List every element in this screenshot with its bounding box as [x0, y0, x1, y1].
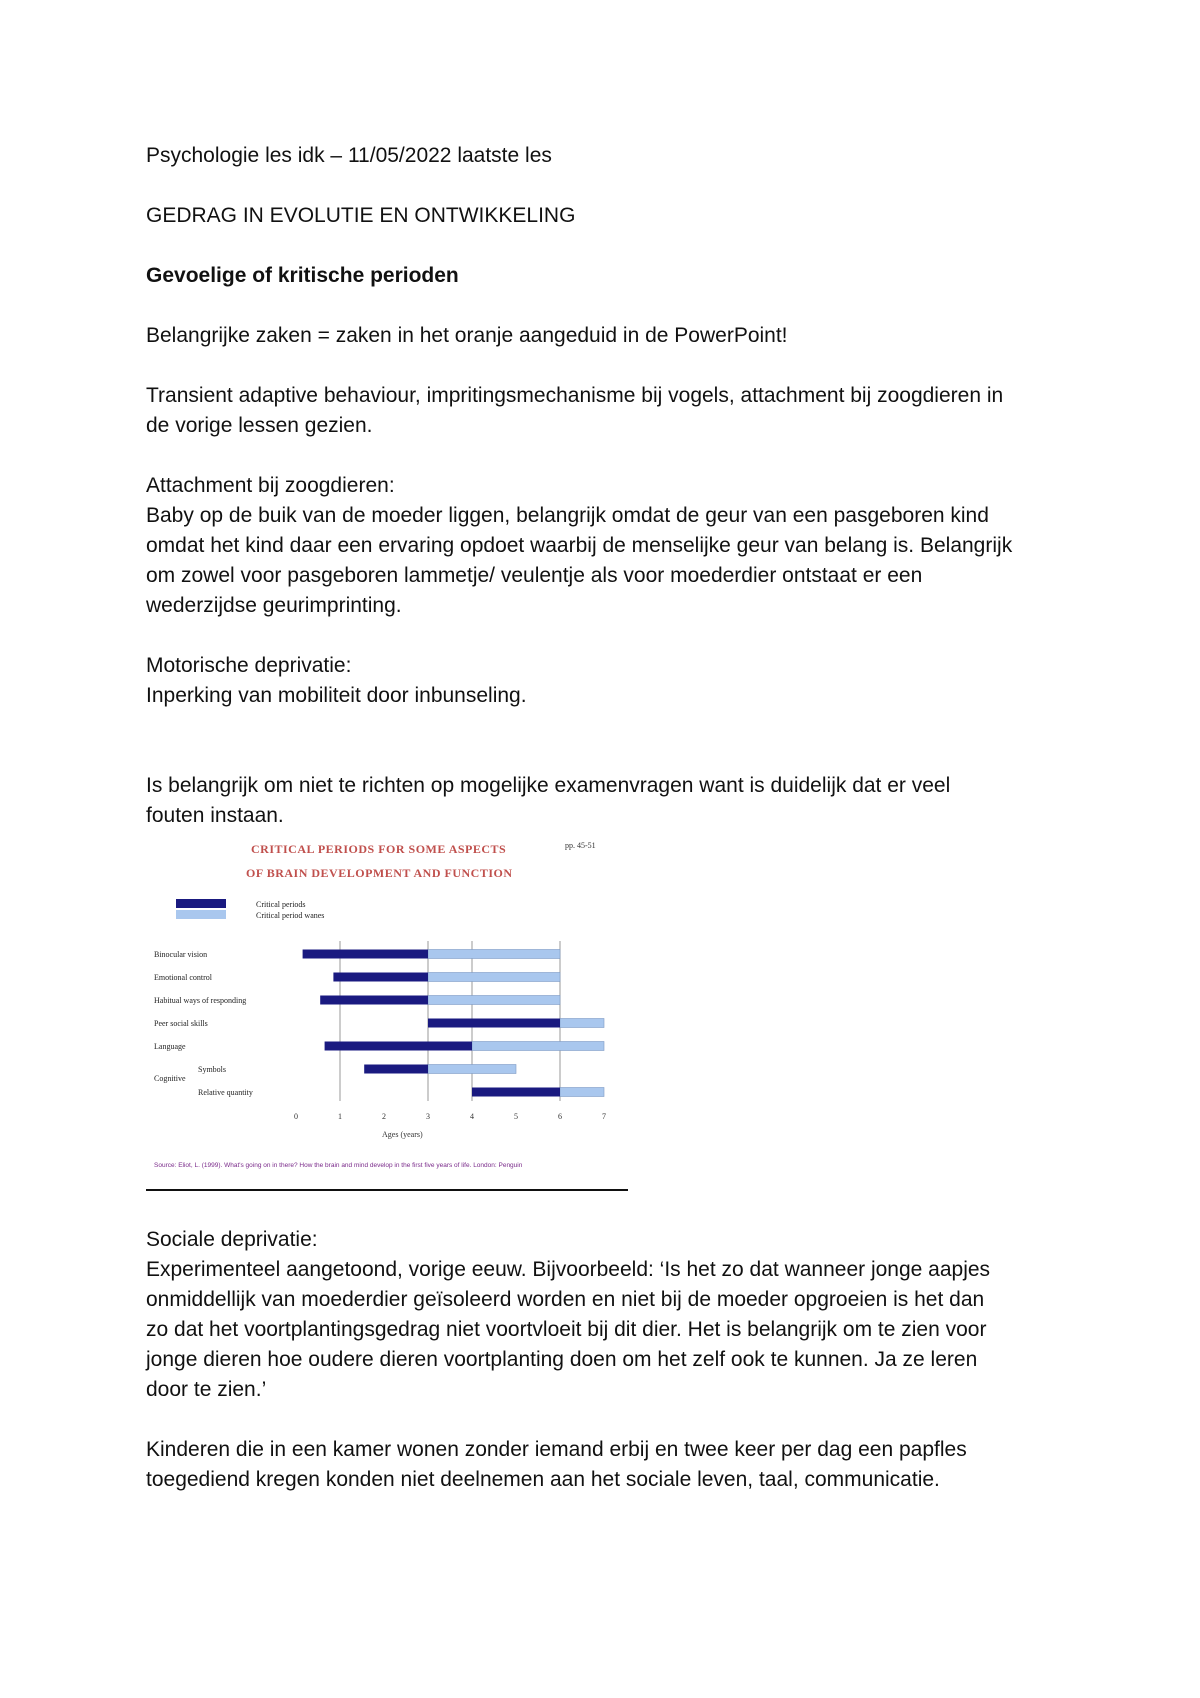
- row-label: Symbols: [198, 1065, 227, 1074]
- important-note: Belangrijke zaken = zaken in het oranje aangeduid in de PowerPoint!: [146, 324, 788, 347]
- row-label: Habitual ways of responding: [154, 996, 247, 1005]
- attachment-paragraph: [146, 471, 1076, 621]
- motor-heading: Motorische deprivatie:: [146, 654, 352, 677]
- text-line: onmiddellijk van moederdier geïsoleerd worden en niet bij de moeder opgroeien is het dan: [146, 1288, 985, 1311]
- text-line: Inperking van mobiliteit door inbunseling.: [146, 684, 527, 707]
- text-line: om zowel voor pasgeboren lammetje/ veulentje als voor moederdier ontstaat er een: [146, 564, 923, 587]
- row-label: Peer social skills: [154, 1019, 208, 1028]
- text-line: wederzijdse geurimprinting.: [146, 594, 402, 617]
- wanes-bar: [560, 1088, 604, 1097]
- wanes-bar: [428, 1065, 516, 1074]
- text-line: Is belangrijk om niet te richten op mogelijke examenvragen want is duidelijk dat er veel: [146, 774, 951, 797]
- wanes-bar: [428, 996, 560, 1005]
- text-line: toegediend kregen konden niet deelnemen aan het sociale leven, taal, communicatie.: [146, 1468, 940, 1491]
- critical-bar: [472, 1088, 560, 1097]
- x-tick-label: 5: [514, 1112, 518, 1121]
- x-tick-label: 2: [382, 1112, 386, 1121]
- text-line: de vorige lessen gezien.: [146, 414, 373, 437]
- legend-label: Critical period wanes: [256, 911, 325, 920]
- chart-group-label: Cognitive: [154, 1074, 186, 1083]
- critical-bar: [320, 996, 428, 1005]
- critical-bar: [364, 1065, 428, 1074]
- critical-bar: [303, 950, 428, 959]
- social-heading: Sociale deprivatie:: [146, 1228, 318, 1251]
- chart-source: Source: Eliot, L. (1999). What's going on in there? How the brain and mind develop in the first five years of life. London: Penguin: [154, 1162, 523, 1169]
- text-line: omdat het kind daar een ervaring opdoet waarbij de menselijke geur van belang is. Belangrijk: [146, 534, 1013, 557]
- critical-bar: [428, 1019, 560, 1028]
- children-paragraph: [146, 1435, 1076, 1495]
- exam-paragraph: [146, 771, 1076, 831]
- figure-bottom-rule: [146, 1189, 628, 1191]
- document-header: Psychologie les idk – 11/05/2022 laatste les: [146, 144, 552, 167]
- x-tick-label: 6: [558, 1112, 562, 1121]
- attachment-heading: Attachment bij zoogdieren:: [146, 474, 395, 497]
- row-label: Emotional control: [154, 973, 212, 982]
- legend-label: Critical periods: [256, 900, 306, 909]
- transient-paragraph: [146, 381, 1076, 441]
- wanes-bar: [472, 1042, 604, 1051]
- row-label: Relative quantity: [198, 1088, 253, 1097]
- critical-bar: [325, 1042, 472, 1051]
- chart-title-line-2: OF BRAIN DEVELOPMENT AND FUNCTION: [246, 866, 513, 880]
- chart-x-axis-label: Ages (years): [382, 1130, 423, 1139]
- critical-periods-figure: [146, 833, 628, 1191]
- x-tick-label: 4: [470, 1112, 474, 1121]
- wanes-bar: [428, 950, 560, 959]
- text-line: Experimenteel aangetoond, vorige eeuw. Bijvoorbeeld: ‘Is het zo dat wanneer jonge aapjes: [146, 1258, 991, 1281]
- critical-periods-chart: [146, 833, 628, 1189]
- row-label: Language: [154, 1042, 186, 1051]
- x-tick-label: 3: [426, 1112, 430, 1121]
- text-line: Kinderen die in een kamer wonen zonder iemand erbij en twee keer per dag een papfles: [146, 1438, 967, 1461]
- section-subtitle: Gevoelige of kritische perioden: [146, 264, 459, 287]
- text-line: jonge dieren hoe oudere dieren voortplanting doen om het zelf ook te kunnen. Ja ze leren: [146, 1348, 978, 1371]
- motor-paragraph: [146, 651, 1076, 711]
- critical-bar: [333, 973, 428, 982]
- chart-page-ref: pp. 45-51: [565, 841, 596, 850]
- x-tick-label: 0: [294, 1112, 298, 1121]
- wanes-bar: [428, 973, 560, 982]
- text-line: Baby op de buik van de moeder liggen, belangrijk omdat de geur van een pasgeboren kind: [146, 504, 989, 527]
- chart-title-line-1: CRITICAL PERIODS FOR SOME ASPECTS: [251, 842, 507, 856]
- text-line: Transient adaptive behaviour, impritingsmechanisme bij vogels, attachment bij zoogdieren in: [146, 384, 1004, 407]
- wanes-bar: [560, 1019, 604, 1028]
- x-tick-label: 7: [602, 1112, 606, 1121]
- section-title: GEDRAG IN EVOLUTIE EN ONTWIKKELING: [146, 204, 576, 227]
- text-line: door te zien.’: [146, 1378, 267, 1401]
- row-label: Binocular vision: [154, 950, 208, 959]
- x-tick-label: 1: [338, 1112, 342, 1121]
- legend-swatch: [176, 899, 226, 908]
- text-line: fouten instaan.: [146, 804, 284, 827]
- legend-swatch: [176, 910, 226, 919]
- text-line: zo dat het voortplantingsgedrag niet voortvloeit bij dit dier. Het is belangrijk om te zien voor: [146, 1318, 987, 1341]
- document-body: [146, 141, 1076, 1495]
- social-paragraph: [146, 1225, 1076, 1405]
